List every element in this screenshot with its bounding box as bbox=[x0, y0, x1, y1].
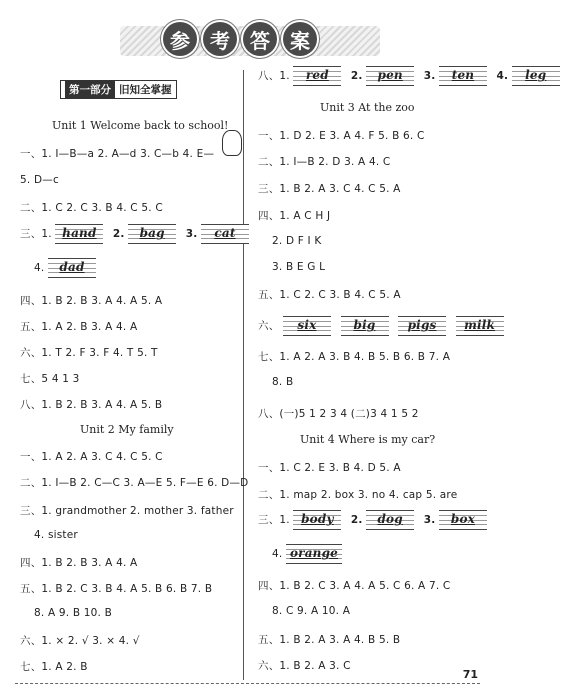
handwriting-word: pen bbox=[366, 66, 414, 86]
answer-row: 三、1. B 2. A 3. C 4. C 5. A bbox=[258, 183, 401, 195]
answer-row: 五、1. B 2. C 3. B 4. A 5. B 6. B 7. B bbox=[20, 583, 213, 595]
answer-row: 3. B E G L bbox=[272, 261, 326, 273]
answer-row: 8. A 9. B 10. B bbox=[34, 607, 113, 619]
section-name: 旧知全掌握 bbox=[119, 84, 172, 96]
answer-row: 二、1. C 2. C 3. B 4. C 5. C bbox=[20, 202, 163, 214]
answer-row: 五、1. B 2. A 3. A 4. B 5. B bbox=[258, 634, 401, 646]
handwriting-word: hand bbox=[55, 224, 103, 244]
answer-row: 四、1. B 2. C 3. A 4. A 5. C 6. A 7. C bbox=[258, 580, 451, 592]
answer-row: 二、1. I—B 2. C—C 3. A—E 5. F—E 6. D—D bbox=[20, 477, 249, 489]
handwriting-word: orange bbox=[286, 544, 342, 564]
title-char: 案 bbox=[283, 22, 317, 56]
answer-row: 一、1. D 2. E 3. A 4. F 5. B 6. C bbox=[258, 130, 425, 142]
unit4-title: Unit 4 Where is my car? bbox=[300, 433, 436, 446]
row-prefix: 4. bbox=[34, 262, 45, 274]
handwriting-word: dad bbox=[48, 258, 96, 278]
handwriting-row bbox=[34, 258, 102, 278]
handwriting-word: body bbox=[293, 510, 341, 530]
answer-row: 4. sister bbox=[34, 529, 78, 541]
section-label bbox=[60, 80, 177, 99]
answer-row: 5. D—c bbox=[20, 174, 59, 186]
answer-row: 六、1. B 2. A 3. C bbox=[258, 660, 351, 672]
answer-row: 五、1. A 2. B 3. A 4. A bbox=[20, 321, 138, 333]
row-prefix: 4. bbox=[272, 548, 283, 560]
handwriting-word: six bbox=[283, 316, 331, 336]
handwriting-row: 八、1. red 2. pen 3. ten 4. leg bbox=[258, 66, 566, 86]
handwriting-word: milk bbox=[456, 316, 504, 336]
answer-row: 2. D F I K bbox=[272, 235, 322, 247]
handwriting-word: bag bbox=[128, 224, 176, 244]
handwriting-word: red bbox=[293, 66, 341, 86]
answer-row: 六、1. × 2. √ 3. × 4. √ bbox=[20, 635, 140, 647]
unit1-title: Unit 1 Welcome back to school! bbox=[52, 119, 229, 132]
handwriting-word: leg bbox=[512, 66, 560, 86]
answer-row: 六、1. T 2. F 3. F 4. T 5. T bbox=[20, 347, 158, 359]
answer-row: 五、1. C 2. C 3. B 4. C 5. A bbox=[258, 289, 401, 301]
answer-row: 一、1. A 2. A 3. C 4. C 5. C bbox=[20, 451, 163, 463]
page-number: 71 bbox=[462, 668, 478, 681]
row-prefix: 八、1. bbox=[258, 70, 290, 82]
unit2-title: Unit 2 My family bbox=[80, 423, 174, 436]
answer-row: 一、1. I—B—a 2. A—d 3. C—b 4. E— bbox=[20, 148, 215, 160]
answer-row: 八、1. B 2. B 3. A 4. A 5. B bbox=[20, 399, 163, 411]
owl-doodle-icon bbox=[222, 130, 242, 156]
footer-divider bbox=[15, 683, 480, 684]
handwriting-word: cat bbox=[201, 224, 249, 244]
title-char: 答 bbox=[243, 22, 277, 56]
handwriting-word: pigs bbox=[398, 316, 446, 336]
answer-row: 四、1. B 2. B 3. A 4. A 5. A bbox=[20, 295, 163, 307]
answer-row: 8. B bbox=[272, 376, 294, 388]
answer-row: 二、1. I—B 2. D 3. A 4. C bbox=[258, 156, 391, 168]
handwriting-row bbox=[272, 544, 348, 564]
answer-row: 二、1. map 2. box 3. no 4. cap 5. are bbox=[258, 489, 458, 501]
answer-row: 七、1. A 2. A 3. B 4. B 5. B 6. B 7. A bbox=[258, 351, 451, 363]
answer-row: 八、(一)5 1 2 3 4 (二)3 4 1 5 2 bbox=[258, 408, 419, 420]
handwriting-row: 三、1. hand 2. bag 3. cat bbox=[20, 224, 255, 244]
answer-row: 8. C 9. A 10. A bbox=[272, 605, 351, 617]
answer-row: 四、1. B 2. B 3. A 4. A bbox=[20, 557, 138, 569]
column-divider bbox=[243, 70, 244, 680]
row-prefix: 三、1. bbox=[20, 228, 52, 240]
section-tag: 第一部分 bbox=[65, 81, 115, 98]
row-prefix: 三、1. bbox=[258, 514, 290, 526]
title-char: 考 bbox=[203, 22, 237, 56]
unit3-title: Unit 3 At the zoo bbox=[320, 101, 415, 114]
handwriting-word: dog bbox=[366, 510, 414, 530]
answer-row: 七、1. A 2. B bbox=[20, 661, 88, 673]
title-char: 参 bbox=[163, 22, 197, 56]
answer-row: 四、1. A C H J bbox=[258, 210, 331, 222]
handwriting-word: box bbox=[439, 510, 487, 530]
page-title bbox=[0, 22, 500, 62]
handwriting-word: ten bbox=[439, 66, 487, 86]
row-prefix: 六、 bbox=[258, 320, 280, 332]
handwriting-row: 三、1. body 2. dog 3. box bbox=[258, 510, 493, 530]
handwriting-row bbox=[258, 316, 510, 336]
answer-row: 三、1. grandmother 2. mother 3. father bbox=[20, 505, 234, 517]
answer-row: 七、5 4 1 3 bbox=[20, 373, 80, 385]
handwriting-word: big bbox=[341, 316, 389, 336]
answer-row: 一、1. C 2. E 3. B 4. D 5. A bbox=[258, 462, 401, 474]
